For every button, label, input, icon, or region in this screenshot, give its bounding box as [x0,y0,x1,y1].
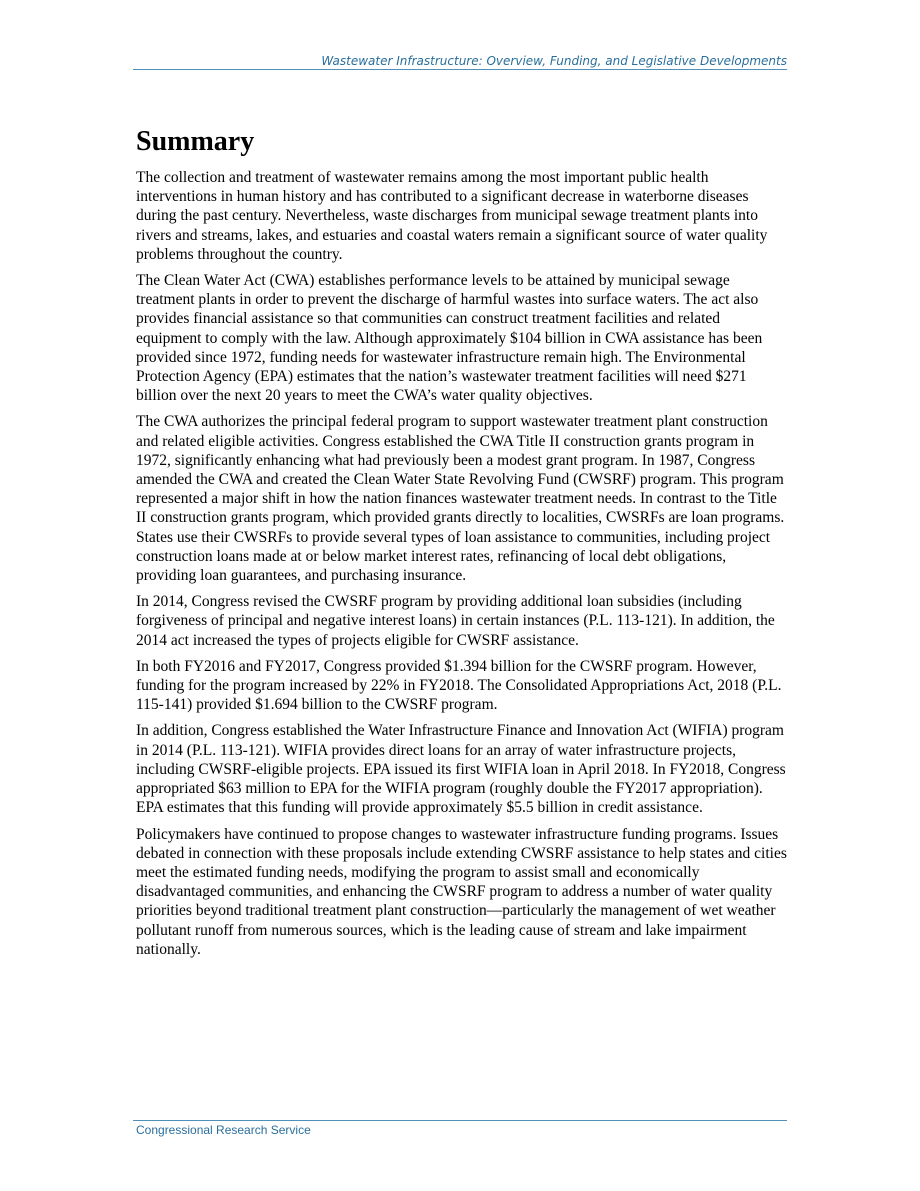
running-header-title: Wastewater Infrastructure: Overview, Funding, and Legislative Developments [321,54,787,68]
summary-paragraph-7: Policymakers have continued to propose changes to wastewater infrastructure funding programs. Issues debated in connection with these proposals include extending CWSRF assistance to help states and cities meet the estimated funding needs, modifying the program to assist small and economically disadvantaged communities, and enhancing the CWSRF program to address a number of water quality priorities beyond traditional treatment plant construction—particularly the management of wet weather pollutant runoff from numerous sources, which is the leading cause of stream and lake impairment nationally. [136,825,787,958]
summary-paragraph-1: The collection and treatment of wastewater remains among the most important public health interventions in human history and has contributed to a significant decrease in waterborne diseases during the past century. Nevertheless, waste discharges from municipal sewage treatment plants into rivers and streams, lakes, and estuaries and coastal waters remain a significant source of water quality problems throughout the country. [136,169,768,263]
summary-heading: Summary [136,126,255,157]
footer-publisher: Congressional Research Service [136,1123,311,1137]
summary-section [136,124,787,966]
footer-divider [133,1120,787,1121]
summary-paragraph-3: The CWA authorizes the principal federal program to support wastewater treatment plant construction and related eligible activities. Congress established the CWA Title II construction grants program in 1972, significantly enhancing what had previously been a modest grant program. In 1987, Congress amended the CWA and created the Clean Water State Revolving Fund (CWSRF) program. This program represented a major shift in how the nation finances wastewater treatment needs. In contrast to the Title II construction grants program, which provided grants directly to localities, CWSRFs are loan programs. States use their CWSRFs to provide several types of loan assistance to communities, including project construction loans made at or below market interest rates, refinancing of local debt obligations, providing loan guarantees, and purchasing insurance. [136,413,785,585]
summary-paragraph-5: In both FY2016 and FY2017, Congress provided $1.394 billion for the CWSRF program. However, funding for the program increased by 22% in FY2018. The Consolidated Appropriations Act, 2018 (P.L. 115-141) provided $1.694 billion to the CWSRF program. [136,657,782,714]
summary-paragraph-6: In addition, Congress established the Water Infrastructure Finance and Innovation Act (WIFIA) program in 2014 (P.L. 113-121). WIFIA provides direct loans for an array of water infrastructure projects, including CWSRF-eligible projects. EPA issued its first WIFIA loan in April 2018. In FY2018, Congress appropriated $63 million to EPA for the WIFIA program (roughly double the FY2017 appropriation). EPA estimates that this funding will provide approximately $5.5 billion in credit assistance. [136,722,786,817]
header-divider [133,69,787,70]
summary-paragraph-2: The Clean Water Act (CWA) establishes performance levels to be attained by municipal sewage treatment plants in order to prevent the discharge of harmful wastes into surface waters. The act also provides financial assistance so that communities can construct treatment facilities and related equipment to comply with the law. Although approximately $104 billion in CWA assistance has been provided since 1972, funding needs for wastewater infrastructure remain high. The Environmental Protection Agency (EPA) estimates that the nation’s wastewater treatment facilities will need $271 billion over the next 20 years to meet the CWA’s water quality objectives. [136,272,763,405]
summary-paragraph-4: In 2014, Congress revised the CWSRF program by providing additional loan subsidies (including forgiveness of principal and negative interest loans) in certain instances (P.L. 113-121). In addition, the 2014 act increased the types of projects eligible for CWSRF assistance. [136,593,775,649]
